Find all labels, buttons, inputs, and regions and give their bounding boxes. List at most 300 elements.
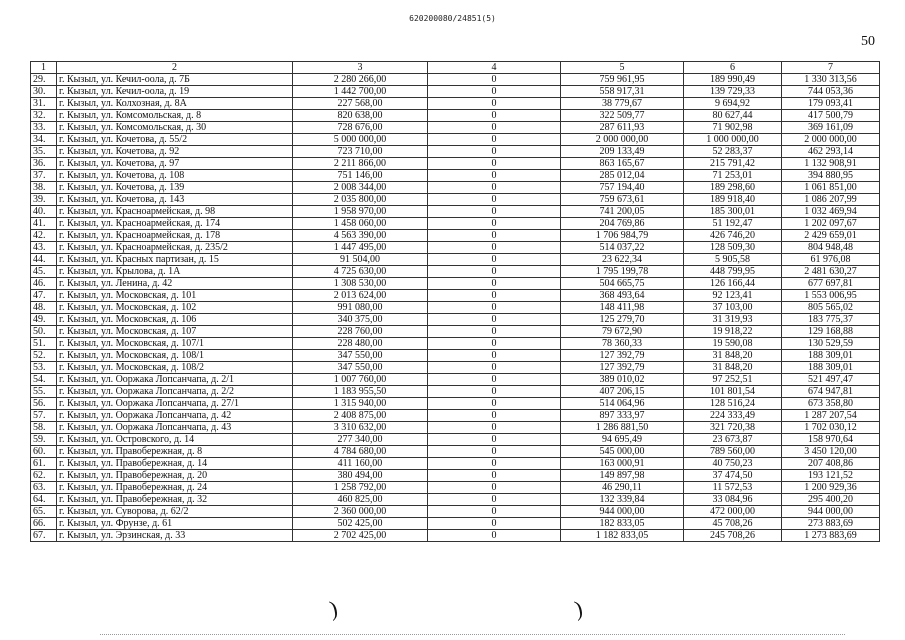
table-cell: 61 976,08 bbox=[782, 254, 880, 266]
table-cell: 380 494,00 bbox=[293, 470, 428, 482]
table-cell: г. Кызыл, ул. Красноармейская, д. 235/2 bbox=[57, 242, 293, 254]
table-cell: 38 779,67 bbox=[561, 98, 684, 110]
table-cell: 347 550,00 bbox=[293, 350, 428, 362]
table-cell: г. Кызыл, ул. Московская, д. 107/1 bbox=[57, 338, 293, 350]
table-cell: 189 918,40 bbox=[684, 194, 782, 206]
signature-mark-right: ) bbox=[572, 595, 585, 622]
table-cell: 0 bbox=[428, 254, 561, 266]
table-cell: 673 358,80 bbox=[782, 398, 880, 410]
table-cell: 9 694,92 bbox=[684, 98, 782, 110]
table-cell: 0 bbox=[428, 182, 561, 194]
table-cell: 1 286 881,50 bbox=[561, 422, 684, 434]
table-cell: 1 553 006,95 bbox=[782, 290, 880, 302]
table-header-row bbox=[31, 62, 880, 74]
table-row bbox=[31, 530, 880, 542]
table-row bbox=[31, 230, 880, 242]
table-cell: 193 121,52 bbox=[782, 470, 880, 482]
table-cell: 128 516,24 bbox=[684, 398, 782, 410]
table-cell: 2 702 425,00 bbox=[293, 530, 428, 542]
table-cell: 19 590,08 bbox=[684, 338, 782, 350]
table-cell: 189 990,49 bbox=[684, 74, 782, 86]
table-cell: 0 bbox=[428, 158, 561, 170]
table-cell: 759 673,61 bbox=[561, 194, 684, 206]
table-cell: 1 032 469,94 bbox=[782, 206, 880, 218]
table-cell: 65. bbox=[31, 506, 57, 518]
table-cell: 1 458 060,00 bbox=[293, 218, 428, 230]
table-cell: 0 bbox=[428, 98, 561, 110]
table-cell: 321 720,38 bbox=[684, 422, 782, 434]
table-cell: 19 918,22 bbox=[684, 326, 782, 338]
table-cell: 2 000 000,00 bbox=[561, 134, 684, 146]
table-cell: 149 897,98 bbox=[561, 470, 684, 482]
table-cell: г. Кызыл, ул. Правобережная, д. 20 bbox=[57, 470, 293, 482]
table-row bbox=[31, 410, 880, 422]
table-row bbox=[31, 518, 880, 530]
table-cell: 751 146,00 bbox=[293, 170, 428, 182]
table-row bbox=[31, 326, 880, 338]
table-cell: 97 252,51 bbox=[684, 374, 782, 386]
table-cell: г. Кызыл, ул. Суворова, д. 62/2 bbox=[57, 506, 293, 518]
table-cell: 45 708,26 bbox=[684, 518, 782, 530]
table-cell: 502 425,00 bbox=[293, 518, 428, 530]
table-cell: 92 123,41 bbox=[684, 290, 782, 302]
table-cell: г. Кызыл, ул. Правобережная, д. 24 bbox=[57, 482, 293, 494]
table-cell: 43. bbox=[31, 242, 57, 254]
table-cell: 59. bbox=[31, 434, 57, 446]
table-cell: 39. bbox=[31, 194, 57, 206]
table-cell: 37 474,50 bbox=[684, 470, 782, 482]
table-cell: 37. bbox=[31, 170, 57, 182]
header-cell: 3 bbox=[293, 62, 428, 74]
table-cell: 0 bbox=[428, 218, 561, 230]
table-cell: 674 947,81 bbox=[782, 386, 880, 398]
table-cell: г. Кызыл, ул. Кочетова, д. 143 bbox=[57, 194, 293, 206]
table-cell: 0 bbox=[428, 206, 561, 218]
table-cell: 37 103,00 bbox=[684, 302, 782, 314]
table-cell: 46. bbox=[31, 278, 57, 290]
table-row bbox=[31, 338, 880, 350]
table-cell: 369 161,09 bbox=[782, 122, 880, 134]
table-row bbox=[31, 398, 880, 410]
table-row bbox=[31, 242, 880, 254]
table-cell: 389 010,02 bbox=[561, 374, 684, 386]
table-cell: 23 673,87 bbox=[684, 434, 782, 446]
table-row bbox=[31, 494, 880, 506]
table-row bbox=[31, 134, 880, 146]
table-cell: 0 bbox=[428, 494, 561, 506]
table-cell: 31. bbox=[31, 98, 57, 110]
table-cell: 209 133,49 bbox=[561, 146, 684, 158]
table-cell: г. Кызыл, ул. Кочетова, д. 55/2 bbox=[57, 134, 293, 146]
table-cell: 1 132 908,91 bbox=[782, 158, 880, 170]
table-cell: 0 bbox=[428, 326, 561, 338]
table-row bbox=[31, 374, 880, 386]
header-cell: 2 bbox=[57, 62, 293, 74]
table-cell: г. Кызыл, ул. Ленина, д. 42 bbox=[57, 278, 293, 290]
table-row bbox=[31, 170, 880, 182]
table-cell: 41. bbox=[31, 218, 57, 230]
table-cell: 5 000 000,00 bbox=[293, 134, 428, 146]
table-cell: 521 497,47 bbox=[782, 374, 880, 386]
table-cell: 744 053,36 bbox=[782, 86, 880, 98]
table-cell: г. Кызыл, ул. Московская, д. 101 bbox=[57, 290, 293, 302]
table-cell: 3 310 632,00 bbox=[293, 422, 428, 434]
table-cell: г. Кызыл, ул. Островского, д. 14 bbox=[57, 434, 293, 446]
table-cell: 0 bbox=[428, 398, 561, 410]
table-cell: 4 563 390,00 bbox=[293, 230, 428, 242]
table-cell: 0 bbox=[428, 458, 561, 470]
table-cell: 1 447 495,00 bbox=[293, 242, 428, 254]
table-cell: 0 bbox=[428, 86, 561, 98]
table-row bbox=[31, 302, 880, 314]
header-cell: 4 bbox=[428, 62, 561, 74]
table-row bbox=[31, 158, 880, 170]
table-cell: 0 bbox=[428, 446, 561, 458]
table-row bbox=[31, 98, 880, 110]
table-row bbox=[31, 422, 880, 434]
table-cell: г. Кызыл, ул. Московская, д. 106 bbox=[57, 314, 293, 326]
table-cell: 1 442 700,00 bbox=[293, 86, 428, 98]
table-cell: 805 565,02 bbox=[782, 302, 880, 314]
table-cell: 1 182 833,05 bbox=[561, 530, 684, 542]
table-cell: 139 729,33 bbox=[684, 86, 782, 98]
table-cell: 52. bbox=[31, 350, 57, 362]
table-cell: г. Кызыл, ул. Ооржака Лопсанчапа, д. 27/1 bbox=[57, 398, 293, 410]
signature-mark-left: ) bbox=[327, 595, 340, 622]
table-cell: 944 000,00 bbox=[782, 506, 880, 518]
table-cell: 71 902,98 bbox=[684, 122, 782, 134]
table-cell: 228 480,00 bbox=[293, 338, 428, 350]
table-cell: 545 000,00 bbox=[561, 446, 684, 458]
table-row bbox=[31, 122, 880, 134]
table-cell: 2 280 266,00 bbox=[293, 74, 428, 86]
table-cell: г. Кызыл, ул. Красноармейская, д. 174 bbox=[57, 218, 293, 230]
table-row bbox=[31, 290, 880, 302]
table-cell: г. Кызыл, ул. Крылова, д. 1А bbox=[57, 266, 293, 278]
table-cell: г. Кызыл, ул. Кочетова, д. 108 bbox=[57, 170, 293, 182]
table-cell: 2 408 875,00 bbox=[293, 410, 428, 422]
table-cell: 2 035 800,00 bbox=[293, 194, 428, 206]
table-cell: 322 509,77 bbox=[561, 110, 684, 122]
table-cell: 1 200 929,36 bbox=[782, 482, 880, 494]
table-cell: г. Кызыл, ул. Кочетова, д. 97 bbox=[57, 158, 293, 170]
table-cell: 504 665,75 bbox=[561, 278, 684, 290]
table-cell: г. Кызыл, ул. Московская, д. 108/1 bbox=[57, 350, 293, 362]
table-body bbox=[31, 62, 880, 542]
table-cell: 61. bbox=[31, 458, 57, 470]
table-cell: 34. bbox=[31, 134, 57, 146]
table-cell: 368 493,64 bbox=[561, 290, 684, 302]
table-cell: г. Кызыл, ул. Правобережная, д. 8 bbox=[57, 446, 293, 458]
table-cell: г. Кызыл, ул. Комсомольская, д. 30 bbox=[57, 122, 293, 134]
table-row bbox=[31, 314, 880, 326]
table-cell: г. Кызыл, ул. Фрунзе, д. 61 bbox=[57, 518, 293, 530]
table-row bbox=[31, 182, 880, 194]
table-cell: 0 bbox=[428, 434, 561, 446]
table-cell: 0 bbox=[428, 506, 561, 518]
table-cell: 417 500,79 bbox=[782, 110, 880, 122]
table-cell: 182 833,05 bbox=[561, 518, 684, 530]
table-cell: 0 bbox=[428, 386, 561, 398]
table-cell: 1 706 984,79 bbox=[561, 230, 684, 242]
table-cell: 33. bbox=[31, 122, 57, 134]
table-cell: 0 bbox=[428, 362, 561, 374]
table-cell: 79 672,90 bbox=[561, 326, 684, 338]
table-cell: 448 799,95 bbox=[684, 266, 782, 278]
table-cell: 23 622,34 bbox=[561, 254, 684, 266]
table-row bbox=[31, 470, 880, 482]
table-cell: 1 258 792,00 bbox=[293, 482, 428, 494]
table-cell: 29. bbox=[31, 74, 57, 86]
header-cell: 7 bbox=[782, 62, 880, 74]
table-cell: 4 784 680,00 bbox=[293, 446, 428, 458]
table-cell: 2 360 000,00 bbox=[293, 506, 428, 518]
table-cell: 514 064,96 bbox=[561, 398, 684, 410]
table-row bbox=[31, 350, 880, 362]
header-cell: 5 bbox=[561, 62, 684, 74]
table-cell: 11 572,53 bbox=[684, 482, 782, 494]
table-cell: г. Кызыл, ул. Кочетова, д. 92 bbox=[57, 146, 293, 158]
table-cell: 0 bbox=[428, 290, 561, 302]
table-cell: 71 253,01 bbox=[684, 170, 782, 182]
table-row bbox=[31, 386, 880, 398]
table-cell: 38. bbox=[31, 182, 57, 194]
table-cell: 62. bbox=[31, 470, 57, 482]
table-cell: 460 825,00 bbox=[293, 494, 428, 506]
table-cell: 0 bbox=[428, 302, 561, 314]
table-cell: 0 bbox=[428, 422, 561, 434]
table-cell: 158 970,64 bbox=[782, 434, 880, 446]
table-cell: 1 000 000,00 bbox=[684, 134, 782, 146]
table-cell: 63. bbox=[31, 482, 57, 494]
table-row bbox=[31, 110, 880, 122]
table-cell: 148 411,98 bbox=[561, 302, 684, 314]
table-cell: г. Кызыл, ул. Кочетова, д. 139 bbox=[57, 182, 293, 194]
table-cell: 273 883,69 bbox=[782, 518, 880, 530]
table-cell: 2 429 659,01 bbox=[782, 230, 880, 242]
table-cell: 5 905,58 bbox=[684, 254, 782, 266]
table-row bbox=[31, 458, 880, 470]
table-cell: 0 bbox=[428, 530, 561, 542]
table-cell: 47. bbox=[31, 290, 57, 302]
table-cell: 285 012,04 bbox=[561, 170, 684, 182]
table-cell: г. Кызыл, ул. Комсомольская, д. 8 bbox=[57, 110, 293, 122]
table-cell: 1 202 097,67 bbox=[782, 218, 880, 230]
table-cell: 46 290,11 bbox=[561, 482, 684, 494]
table-cell: 224 333,49 bbox=[684, 410, 782, 422]
table-cell: 0 bbox=[428, 350, 561, 362]
table-cell: 1 086 207,99 bbox=[782, 194, 880, 206]
table-cell: 215 791,42 bbox=[684, 158, 782, 170]
table-cell: 340 375,00 bbox=[293, 314, 428, 326]
table-cell: 0 bbox=[428, 410, 561, 422]
table-row bbox=[31, 218, 880, 230]
table-cell: 60. bbox=[31, 446, 57, 458]
table-cell: г. Кызыл, ул. Ооржака Лопсанчапа, д. 43 bbox=[57, 422, 293, 434]
table-cell: г. Кызыл, ул. Ооржака Лопсанчапа, д. 2/1 bbox=[57, 374, 293, 386]
table-cell: 32. bbox=[31, 110, 57, 122]
table-cell: 0 bbox=[428, 194, 561, 206]
table-cell: 3 450 120,00 bbox=[782, 446, 880, 458]
table-cell: 0 bbox=[428, 374, 561, 386]
table-cell: 0 bbox=[428, 122, 561, 134]
table-cell: 2 000 000,00 bbox=[782, 134, 880, 146]
table-cell: г. Кызыл, ул. Ооржака Лопсанчапа, д. 42 bbox=[57, 410, 293, 422]
table-cell: 407 206,15 bbox=[561, 386, 684, 398]
table-cell: 185 300,01 bbox=[684, 206, 782, 218]
table-cell: 94 695,49 bbox=[561, 434, 684, 446]
table-cell: г. Кызыл, ул. Правобережная, д. 14 bbox=[57, 458, 293, 470]
table-cell: 789 560,00 bbox=[684, 446, 782, 458]
table-cell: 78 360,33 bbox=[561, 338, 684, 350]
table-cell: 56. bbox=[31, 398, 57, 410]
table-cell: 426 746,20 bbox=[684, 230, 782, 242]
table-cell: 31 848,20 bbox=[684, 350, 782, 362]
table-cell: 2 481 630,27 bbox=[782, 266, 880, 278]
table-cell: 991 080,00 bbox=[293, 302, 428, 314]
table-cell: 31 319,93 bbox=[684, 314, 782, 326]
table-cell: 188 309,01 bbox=[782, 362, 880, 374]
table-cell: 514 037,22 bbox=[561, 242, 684, 254]
table-cell: 40 750,23 bbox=[684, 458, 782, 470]
table-cell: 189 298,60 bbox=[684, 182, 782, 194]
table-cell: 0 bbox=[428, 266, 561, 278]
document-id: 620200080/24851(5) bbox=[409, 14, 496, 23]
table-row bbox=[31, 146, 880, 158]
table-cell: 757 194,40 bbox=[561, 182, 684, 194]
table-cell: 1 315 940,00 bbox=[293, 398, 428, 410]
table-cell: 127 392,79 bbox=[561, 350, 684, 362]
table-cell: 0 bbox=[428, 482, 561, 494]
table-cell: 35. bbox=[31, 146, 57, 158]
table-cell: 1 702 030,12 bbox=[782, 422, 880, 434]
table-cell: 127 392,79 bbox=[561, 362, 684, 374]
table-cell: 1 330 313,56 bbox=[782, 74, 880, 86]
table-cell: 130 529,59 bbox=[782, 338, 880, 350]
table-row bbox=[31, 434, 880, 446]
table-cell: 53. bbox=[31, 362, 57, 374]
table-cell: 0 bbox=[428, 134, 561, 146]
table-row bbox=[31, 74, 880, 86]
table-cell: 944 000,00 bbox=[561, 506, 684, 518]
table-cell: 57. bbox=[31, 410, 57, 422]
table-cell: 55. bbox=[31, 386, 57, 398]
table-cell: г. Кызыл, ул. Кечил-оола, д. 7Б bbox=[57, 74, 293, 86]
table-cell: 277 340,00 bbox=[293, 434, 428, 446]
table-cell: 163 000,91 bbox=[561, 458, 684, 470]
table-cell: 0 bbox=[428, 230, 561, 242]
table-row bbox=[31, 194, 880, 206]
table-cell: 394 880,95 bbox=[782, 170, 880, 182]
table-cell: 462 293,14 bbox=[782, 146, 880, 158]
table-cell: 66. bbox=[31, 518, 57, 530]
table-cell: 897 333,97 bbox=[561, 410, 684, 422]
table-cell: 51 192,47 bbox=[684, 218, 782, 230]
table-cell: 36. bbox=[31, 158, 57, 170]
table-cell: 0 bbox=[428, 146, 561, 158]
table-cell: г. Кызыл, ул. Московская, д. 108/2 bbox=[57, 362, 293, 374]
table-cell: 1 287 207,54 bbox=[782, 410, 880, 422]
table-cell: 54. bbox=[31, 374, 57, 386]
table-cell: 50. bbox=[31, 326, 57, 338]
table-cell: 33 084,96 bbox=[684, 494, 782, 506]
table-cell: 723 710,00 bbox=[293, 146, 428, 158]
table-cell: 67. bbox=[31, 530, 57, 542]
header-cell: 1 bbox=[31, 62, 57, 74]
table-cell: 804 948,48 bbox=[782, 242, 880, 254]
table-cell: 1 795 199,78 bbox=[561, 266, 684, 278]
table-cell: 245 708,26 bbox=[684, 530, 782, 542]
table-cell: г. Кызыл, ул. Красноармейская, д. 178 bbox=[57, 230, 293, 242]
table-cell: 31 848,20 bbox=[684, 362, 782, 374]
table-cell: 287 611,93 bbox=[561, 122, 684, 134]
table-cell: 677 697,81 bbox=[782, 278, 880, 290]
table-cell: 51. bbox=[31, 338, 57, 350]
table-cell: 44. bbox=[31, 254, 57, 266]
table-cell: 132 339,84 bbox=[561, 494, 684, 506]
table-cell: 0 bbox=[428, 518, 561, 530]
table-row bbox=[31, 482, 880, 494]
table-cell: 2 008 344,00 bbox=[293, 182, 428, 194]
table-cell: 2 211 866,00 bbox=[293, 158, 428, 170]
table-cell: 0 bbox=[428, 338, 561, 350]
table-row bbox=[31, 266, 880, 278]
table-cell: 411 160,00 bbox=[293, 458, 428, 470]
table-cell: г. Кызыл, ул. Правобережная, д. 32 bbox=[57, 494, 293, 506]
table-cell: 728 676,00 bbox=[293, 122, 428, 134]
table-cell: 228 760,00 bbox=[293, 326, 428, 338]
table-row bbox=[31, 278, 880, 290]
table-cell: 45. bbox=[31, 266, 57, 278]
table-cell: 1 308 530,00 bbox=[293, 278, 428, 290]
table-cell: 863 165,67 bbox=[561, 158, 684, 170]
table-cell: 80 627,44 bbox=[684, 110, 782, 122]
table-row bbox=[31, 446, 880, 458]
table-cell: 295 400,20 bbox=[782, 494, 880, 506]
table-cell: 1 007 760,00 bbox=[293, 374, 428, 386]
table-cell: 48. bbox=[31, 302, 57, 314]
table-cell: 0 bbox=[428, 170, 561, 182]
table-cell: 227 568,00 bbox=[293, 98, 428, 110]
page-bottom-edge bbox=[100, 634, 845, 636]
table-cell: 30. bbox=[31, 86, 57, 98]
table-cell: 125 279,70 bbox=[561, 314, 684, 326]
table-cell: 2 013 624,00 bbox=[293, 290, 428, 302]
table-cell: г. Кызыл, ул. Эрзинская, д. 33 bbox=[57, 530, 293, 542]
table-cell: 0 bbox=[428, 470, 561, 482]
data-table bbox=[30, 61, 880, 542]
table-cell: 4 725 630,00 bbox=[293, 266, 428, 278]
table-cell: 101 801,54 bbox=[684, 386, 782, 398]
table-cell: 0 bbox=[428, 74, 561, 86]
table-cell: 759 961,95 bbox=[561, 74, 684, 86]
table-row bbox=[31, 254, 880, 266]
table-cell: 52 283,37 bbox=[684, 146, 782, 158]
table-cell: 40. bbox=[31, 206, 57, 218]
table-cell: 179 093,41 bbox=[782, 98, 880, 110]
table-cell: 1 183 955,50 bbox=[293, 386, 428, 398]
table-cell: 64. bbox=[31, 494, 57, 506]
table-cell: 129 168,88 bbox=[782, 326, 880, 338]
table-cell: 1 958 970,00 bbox=[293, 206, 428, 218]
table-cell: 820 638,00 bbox=[293, 110, 428, 122]
table-cell: 183 775,37 bbox=[782, 314, 880, 326]
table-cell: 1 273 883,69 bbox=[782, 530, 880, 542]
table-cell: 91 504,00 bbox=[293, 254, 428, 266]
page-number: 50 bbox=[861, 34, 875, 49]
table-cell: 0 bbox=[428, 110, 561, 122]
table-cell: г. Кызыл, ул. Кечил-оола, д. 19 bbox=[57, 86, 293, 98]
